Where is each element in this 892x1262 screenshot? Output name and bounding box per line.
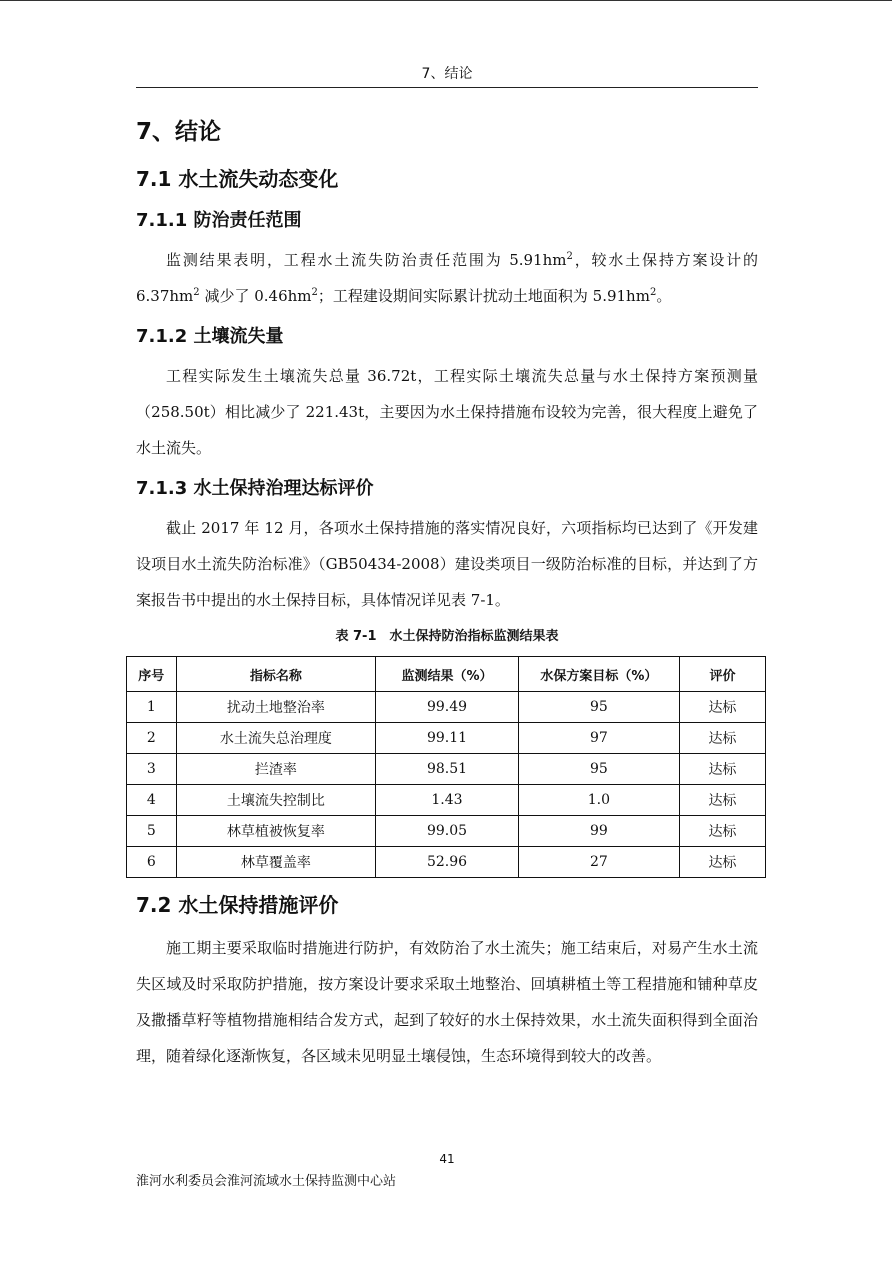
cell-index: 3 [127,754,177,785]
table-row [127,754,766,785]
header-cell-indicator: 指标名称 [176,657,375,692]
cell-indicator: 拦渣率 [176,754,375,785]
cell-target: 27 [518,847,679,878]
section-7-2-title: 7.2 水土保持措施评价 [136,893,339,917]
superscript: 2 [311,287,318,298]
cell-target: 95 [518,692,679,723]
cell-result: 98.51 [376,754,519,785]
cell-target: 97 [518,723,679,754]
cell-result: 99.05 [376,816,519,847]
page-number: 41 [439,1152,455,1166]
section-7-1-3-title: 7.1.3 水土保持治理达标评价 [136,478,374,499]
cell-result: 99.11 [376,723,519,754]
cell-result: 52.96 [376,847,519,878]
cell-index: 6 [127,847,177,878]
footer-organization: 淮河水利委员会淮河流域水土保持监测中心站 [136,1174,397,1189]
cell-target: 99 [518,816,679,847]
cell-indicator: 土壤流失控制比 [176,785,375,816]
header-cell-target: 水保方案目标（%） [518,657,679,692]
cell-evaluation: 达标 [679,847,765,878]
cell-index: 4 [127,785,177,816]
cell-result: 1.43 [376,785,519,816]
text-run: ；工程建设期间实际累计扰动土地面积为 5.91hm [317,287,650,305]
table-header-row [127,657,766,692]
page-top-border [0,0,892,1]
text-run: 监测结果表明，工程水土流失防治责任范围为 5.91hm [166,251,567,269]
cell-indicator: 水土流失总治理度 [176,723,375,754]
superscript: 2 [566,251,573,262]
section-7-1-1-title: 7.1.1 防治责任范围 [136,210,302,231]
section-7-1-2-paragraph: 工程实际发生土壤流失总量 36.72t，工程实际土壤流失总量与水土保持方案预测量（258.50t）相比减少了 221.43t，主要因为水土保持措施布设较为完善，很大程度上避免了水土流失。 [136,367,758,457]
cell-indicator: 扰动土地整治率 [176,692,375,723]
section-7-1-2-title: 7.1.2 土壤流失量 [136,326,284,347]
cell-evaluation: 达标 [679,816,765,847]
table-row [127,785,766,816]
cell-evaluation: 达标 [679,785,765,816]
cell-indicator: 林草植被恢复率 [176,816,375,847]
cell-index: 5 [127,816,177,847]
table-caption: 表 7-1 水土保持防治指标监测结果表 [335,629,559,644]
text-run: 减少了 0.46hm [199,287,312,305]
table-row [127,692,766,723]
cell-indicator: 林草覆盖率 [176,847,375,878]
text-run: ，较水土保持方案设计的 6.37hm [136,251,758,305]
cell-index: 1 [127,692,177,723]
cell-evaluation: 达标 [679,723,765,754]
cell-index: 2 [127,723,177,754]
section-7-1-title: 7.1 水土流失动态变化 [136,167,339,191]
running-header: 7、结论 [421,66,473,82]
cell-target: 95 [518,754,679,785]
table-row [127,847,766,878]
table-row [127,723,766,754]
text-run: 。 [656,287,672,305]
page-content [136,112,758,1080]
superscript: 2 [193,287,200,298]
section-7-2-paragraph: 施工期主要采取临时措施进行防护，有效防治了水土流失；施工结束后，对易产生水土流失区域及时采取防护措施，按方案设计要求采取土地整治、回填耕植土等工程措施和铺种草皮及撒播草籽等植物措施相结合发方式，起到了较好的水土保持效果，水土流失面积得到全面治理，随着绿化逐渐恢复，各区域未见明显土壤侵蚀，生态环境得到较大的改善。 [136,939,758,1065]
table-row [127,816,766,847]
superscript: 2 [649,287,657,298]
header-divider [136,87,758,88]
cell-evaluation: 达标 [679,754,765,785]
cell-evaluation: 达标 [679,692,765,723]
header-cell-index: 序号 [127,657,177,692]
header-cell-result: 监测结果（%） [376,657,519,692]
header-cell-evaluation: 评价 [679,657,765,692]
section-7-1-3-paragraph: 截止 2017 年 12 月，各项水土保持措施的落实情况良好，六项指标均已达到了《开发建设项目水土流失防治标准》（GB50434-2008）建设类项目一级防治标准的目标，并达到了方案报告书中提出的水土保持目标，具体情况详见表 7-1。 [136,519,758,609]
results-table [126,656,766,878]
cell-target: 1.0 [518,785,679,816]
chapter-title: 7、结论 [136,119,222,145]
section-7-1-1-paragraph [136,242,758,314]
cell-result: 99.49 [376,692,519,723]
